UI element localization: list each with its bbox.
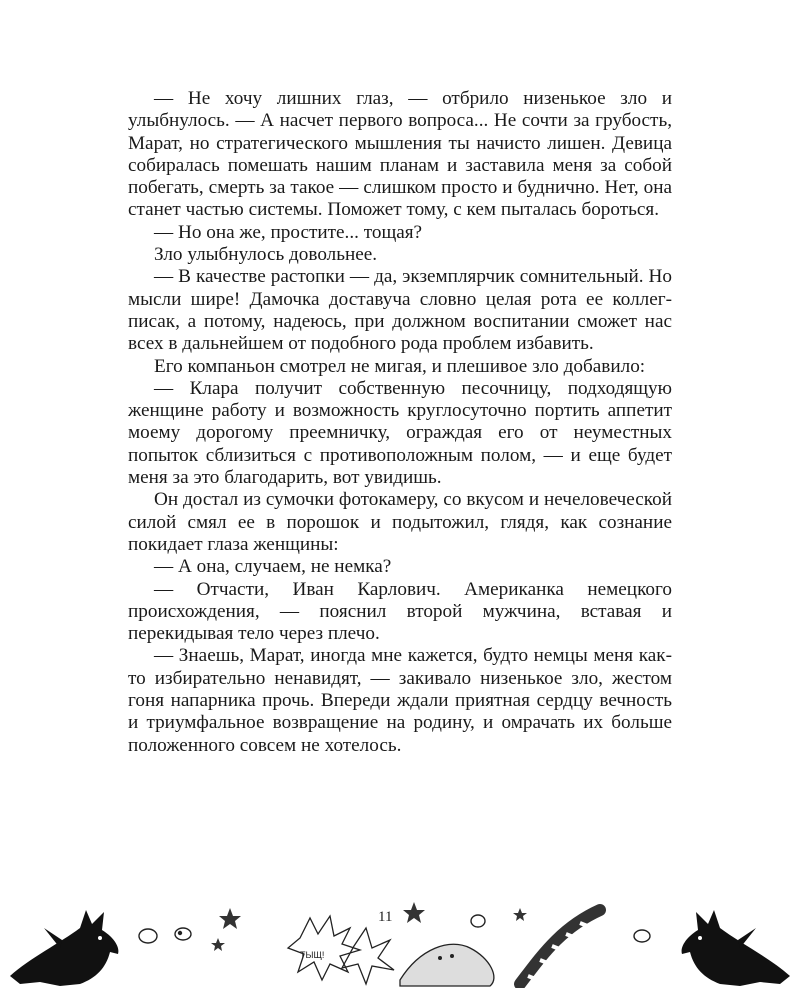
paragraph-4: — В качестве растопки — да, экземплярчик сомнительный. Но мысли шире! Дамочка доставуча словно целая рота ее коллег-писак, а потому, надеюсь, при должном воспитании сможет нас всех в дальнейшем от подобного рода проблем избавить. [128, 266, 672, 355]
burst-drawing [288, 916, 394, 984]
svg-text:ТЫЩ!: ТЫЩ! [300, 950, 325, 960]
page-number: 11 [378, 909, 393, 925]
footer-illustration [0, 888, 800, 988]
paragraph-7: Он достал из сумочки фотокамеру, со вкусом и нечеловеческой силой смял ее в порошок и подытожил, глядя, как сознание покидает глаза женщины: [128, 489, 672, 555]
paragraph-9: — Отчасти, Иван Карлович. Американка немецкого происхождения, — пояснил второй мужчина, вставая и перекидывая тело через плечо. [128, 578, 672, 645]
right-wolf-icon [682, 910, 790, 986]
paragraph-2: — Но она же, простите... тощая? [154, 221, 423, 243]
paragraph-8: — А она, случаем, не немка? [154, 556, 392, 578]
page-body [128, 88, 672, 757]
paragraph-3: Зло улыбнулось довольнее. [154, 244, 378, 266]
left-wolf-icon [10, 910, 118, 986]
cat-drawing [400, 910, 600, 986]
paragraph-10: — Знаешь, Марат, иногда мне кажется, будто немцы меня как-то избирательно ненавидят, — закивало низенькое зло, жестом гоня напарника прочь. Впереди ждали приятная сердцу вечность и триумфальное возвращение на родину, и омрачать их больше положенного совсем не хотелось. [128, 645, 672, 756]
paragraph-1: — Не хочу лишних глаз, — отбрило низенькое зло и улыбнулось. — А насчет первого вопроса... Не сочти за грубость, Марат, но стратегического мышления ты начисто лишен. Девица собиралась помешать нашим планам и заставила меня за собой побегать, смерть за такое — слишком просто и буднично. Нет, она станет частью системы. Поможет тому, с кем пыталась бороться. [128, 88, 672, 221]
paragraph-5: Его компаньон смотрел не мигая, и плешивое зло добавило: [154, 355, 646, 377]
paragraph-6: — Клара получит собственную песочницу, подходящую женщине работу и возможность круглосуточно портить аппетит моему дорогому преемничку, ограждая его от неуместных попыток сблизиться с противоположным полом, — и еще будет меня за это благодарить, вот увидишь. [128, 377, 672, 489]
